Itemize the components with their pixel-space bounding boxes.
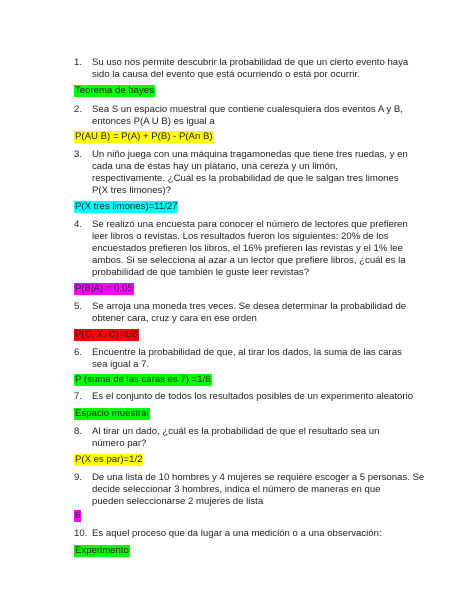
answer-3: P(X tres limones)=11/27 bbox=[75, 201, 178, 212]
question-text: Se arroja una moneda tres veces. Se desea determinar la probabilidad de obtener cara, cruz y cara en ese orden bbox=[92, 301, 407, 324]
question-number: 3. bbox=[74, 149, 83, 160]
answer-1: Teorema de bayes bbox=[75, 85, 154, 96]
question-number: 6. bbox=[74, 347, 83, 358]
question-number: 2. bbox=[74, 104, 83, 115]
answer-7: Espacio muestral bbox=[75, 408, 149, 419]
question-number: 10. bbox=[74, 528, 88, 539]
question-number: 5. bbox=[74, 301, 83, 312]
question-text: Su uso nos permite descubrir la probabilidad de que un cierto evento haya sido la causa del evento que está ocurriendo o está por ocurrir. bbox=[92, 57, 409, 80]
question-number: 8. bbox=[74, 426, 83, 437]
answer-5: P(C, X, C)=1/8 bbox=[75, 329, 138, 340]
question-text: De una lista de 10 hombres y 4 mujeres se requiere escoger a 5 personas. Se decide seleccionar 3 hombres, indica el número de maneras en que pueden seleccionarse 2 mujeres de lista bbox=[92, 472, 425, 507]
answer-6: P (suma de las caras es 7) =1/6 bbox=[75, 374, 211, 385]
question-number: 7. bbox=[74, 391, 83, 402]
answer-10: Experimento bbox=[75, 545, 129, 556]
question-text: Sea S un espacio muestral que contiene cualesquiera dos eventos A y B, entonces P(A U B) es igual a bbox=[92, 104, 403, 127]
question-text: Se realizó una encuesta para conocer el número de lectores que prefieren leer libros o revistas. Los resultados fueron los siguientes: 20% de los encuestados prefieren los libros, el 16% prefieren las revistas y el 1% lee ambos. Si se selecciona al azar a un lector que prefiere libros, ¿cuál es la probabilidad de que también le guste leer revistas? bbox=[92, 219, 408, 278]
question-text: Es aquel proceso que da lugar a una medición o a una observación: bbox=[92, 528, 382, 539]
question-number: 4. bbox=[74, 219, 83, 230]
question-number: 9. bbox=[74, 472, 83, 483]
question-text: Es el conjunto de todos los resultados posibles de un experimento aleatorio bbox=[92, 391, 414, 402]
answer-8: P(X es par)=1/2 bbox=[75, 454, 143, 465]
answer-9: 6 bbox=[75, 510, 81, 521]
question-number: 1. bbox=[74, 57, 83, 68]
question-text: Encuentre la probabilidad de que, al tirar los dados, la suma de las caras sea igual a 7. bbox=[92, 347, 402, 370]
question-text: Un niño juega con una máquina tragamonedas que tiene tres ruedas, y en cada una de éstas hay un plátano, una cereza y un limón, respectivamente. ¿Cuál es la probabilidad de que le salgan tres limones P(X tres limones)? bbox=[92, 149, 408, 196]
answer-2: P(AU B) = P(A) + P(B) - P(An B) bbox=[75, 131, 213, 142]
question-text: Al tirar un dado, ¿cuál es la probabilidad de que el resultado sea un número par? bbox=[92, 426, 380, 449]
answer-4: P(B|A) = 0.05 bbox=[75, 283, 133, 294]
